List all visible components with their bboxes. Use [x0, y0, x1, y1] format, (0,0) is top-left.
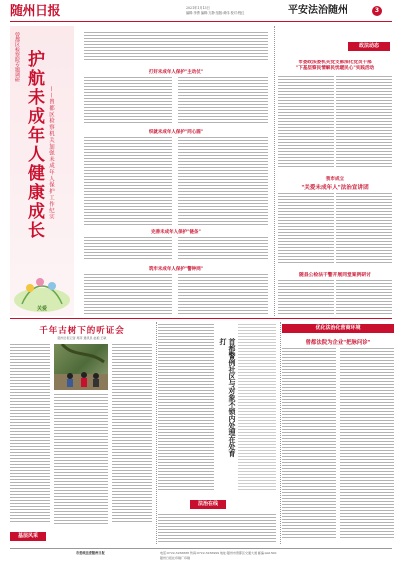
story2-kicker: 我市成立 — [325, 177, 345, 182]
bottom-middle-vertical-headline: 首都警例社区与对象不锁内处理在处育打 — [219, 338, 236, 457]
footer-middle: 电话:0722-3256888 传真:0722-3256999 地址:随州市曾都区交通大道 邮编:441300 — [160, 551, 277, 555]
bottom-divider-right — [280, 322, 281, 544]
feature-text-2 — [84, 137, 172, 225]
subhead-3: 完善未成年人保护"链条" — [151, 230, 201, 235]
feature-text-4 — [84, 274, 172, 314]
masthead-editors: 编辑:李勇 编辑:万静 组版:黄伟 校对:程红 — [186, 11, 245, 15]
bottom-middle-text-3 — [158, 514, 276, 542]
footer — [10, 551, 392, 565]
story1-text — [278, 76, 334, 168]
bottom-right-tag-label: 优化法治化营商环境 — [315, 325, 361, 331]
story2-text — [278, 193, 334, 263]
feature-text-3b — [178, 237, 268, 261]
bottom-right-tag — [282, 324, 394, 333]
story2-headline: "关爱未成年人"法治宣讲团 — [301, 185, 369, 191]
subhead-4: 筑牢未成年人保护"警钟网" — [148, 267, 204, 272]
svg-text:关爱: 关爱 — [36, 306, 48, 312]
bottom-left-byline: 随州日报记者 周萍 通讯员 赵艳 王敏 — [57, 336, 107, 340]
feature-text-4b — [178, 274, 268, 314]
feature-illustration — [12, 270, 72, 314]
page-number-badge — [372, 6, 382, 16]
bottom-left-text-1 — [10, 344, 50, 524]
bottom-middle-story — [158, 322, 278, 544]
feature-headline: 护航未成年人健康成长 — [24, 50, 44, 240]
feature-kicker: 曾都区检察院专题调研 — [14, 32, 20, 82]
feature-text-1 — [84, 77, 172, 125]
story3-text — [278, 280, 334, 314]
masthead-date: 2021年1月13日 — [186, 6, 210, 10]
bottom-middle-tag-label: 法治在线 — [197, 501, 218, 507]
mid-rule — [10, 318, 392, 319]
story2-text-b — [336, 193, 392, 263]
footer-rule — [10, 548, 392, 549]
bottom-left-tag-label: 基层风采 — [17, 533, 38, 539]
feature-intro-text — [84, 32, 268, 62]
bottom-left-headline: 千年古树下的听证会 — [39, 326, 125, 336]
right-column — [276, 26, 394, 316]
footer-right: 随州日报社印刷厂印刷 — [160, 556, 191, 560]
bottom-left-text-2 — [54, 394, 108, 524]
bottom-middle-tag — [190, 500, 226, 509]
bottom-right-text-1 — [282, 348, 336, 538]
story1-text-b — [336, 76, 392, 168]
bottom-left-tag — [10, 532, 46, 541]
subhead-2: 织就未成年人保护"同心圆" — [148, 130, 204, 135]
feature-subtitle: ——曾都区检察机关加强未成年人保护工作纪实 — [48, 86, 54, 221]
main-feature — [10, 26, 272, 316]
bottom-middle-text-2 — [238, 324, 276, 492]
footer-left: 市委政法委随州日报 — [76, 551, 105, 555]
page-number: 3 — [374, 7, 380, 14]
bottom-left-photo — [54, 344, 108, 390]
news-tag — [348, 42, 390, 51]
story3-headline: 随县公检法干警开展同堂案例研讨 — [299, 273, 371, 278]
story3-text-b — [336, 280, 392, 314]
story1-headline: 市委政法委机关党支部深化党员干部 "下基层察民情解民忧暖民心"实践活动 — [295, 60, 375, 71]
subhead-1: 打好未成年人保护"主动仗" — [148, 70, 204, 75]
bottom-left-text-3 — [112, 344, 152, 524]
bottom-middle-text-1 — [158, 324, 214, 492]
masthead-rule — [10, 21, 392, 22]
masthead-logo: 随州日报 — [10, 4, 61, 19]
bottom-right-text-2 — [340, 348, 394, 538]
feature-text-3 — [84, 237, 172, 261]
news-tag-label: 政法动态 — [358, 43, 379, 49]
bottom-divider-left — [156, 322, 157, 544]
bottom-left-story — [10, 322, 154, 544]
section-title: 平安法治随州 — [288, 5, 348, 16]
feature-text-1b — [178, 77, 268, 125]
column-divider — [274, 26, 275, 316]
bottom-right-headline: 曾都法院为企业"把脉问诊" — [305, 340, 371, 346]
bottom-right-story — [282, 322, 394, 544]
feature-text-2b — [178, 137, 268, 225]
